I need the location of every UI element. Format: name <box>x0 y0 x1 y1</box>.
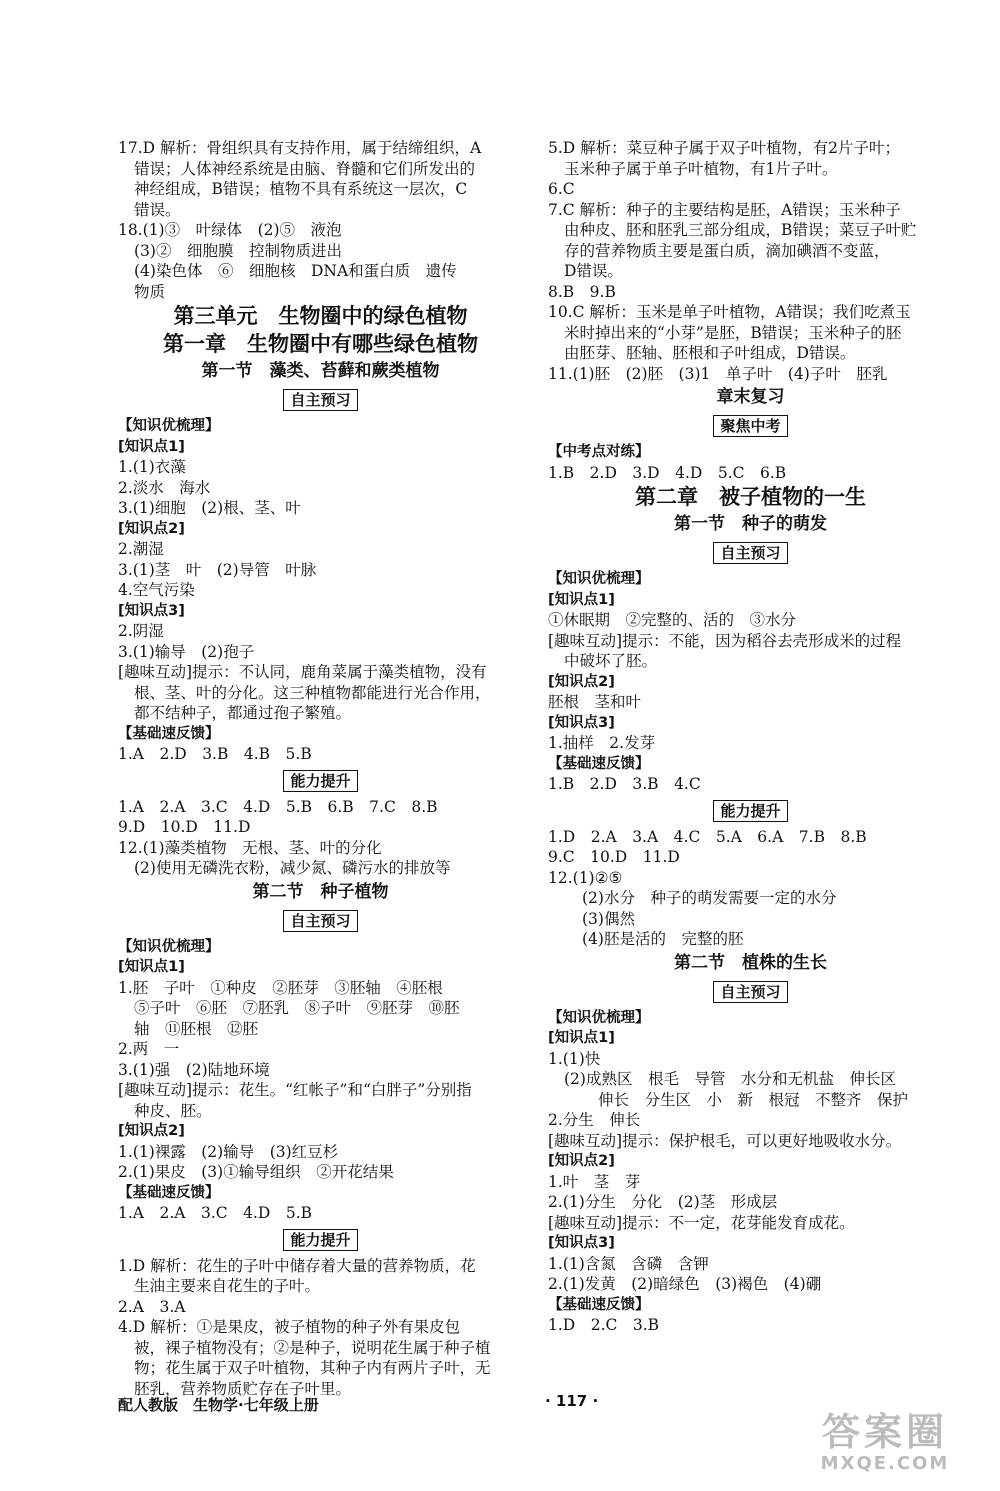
answer-line: [趣味互动]提示：不一定，花芽能发育成花。 <box>548 1213 855 1232</box>
section-heading: 第二节 种子植物 <box>252 881 389 902</box>
answer-line: 1.A 2.D 3.B 4.B 5.B <box>118 745 312 763</box>
answer-line: 中破坏了胚。 <box>564 652 658 670</box>
section-heading: 第二节 植株的生长 <box>674 952 827 973</box>
subsection-box-row <box>118 1227 523 1253</box>
answer-line: 1.(1)快 <box>548 1049 601 1068</box>
subsection-box: 自主预习 <box>283 389 357 411</box>
answer-line: (4)染色体 ⑥ 细胞核 DNA和蛋白质 遗传 <box>134 262 457 280</box>
subsection-box: 自主预习 <box>713 542 787 564</box>
answer-line: 2.A 3.A <box>118 1297 186 1316</box>
unit-heading: 第三单元 生物圈中的绿色植物 <box>173 304 468 328</box>
answer-line: ⑤子叶 ⑥胚 ⑦胚乳 ⑧子叶 ⑨胚芽 ⑩胚 <box>134 999 460 1017</box>
answer-line: (4)胚是活的 完整的胚 <box>582 930 744 948</box>
knowledge-tag: [知识点1] <box>548 1030 615 1046</box>
knowledge-tag: 【中考点对练】 <box>548 444 650 460</box>
answer-line: 种皮、胚。 <box>134 1101 212 1120</box>
answer-line: 2.(1)发黄 (2)暗绿色 (3)褐色 (4)硼 <box>548 1275 822 1293</box>
knowledge-tag: [知识点2] <box>118 1123 185 1139</box>
knowledge-tag: [知识点3] <box>118 602 185 619</box>
answer-line: 10.C 解析：玉米是单子叶植物，A错误；我们吃煮玉 <box>548 303 911 321</box>
answer-line: [趣味互动]提示：保护根毛，可以更好地吸收水分。 <box>548 1131 902 1150</box>
subsection-box-row <box>548 540 953 566</box>
answer-line: 1.抽样 2.发芽 <box>548 734 656 752</box>
knowledge-tag: 【知识优梳理】 <box>118 418 220 434</box>
subsection-box: 聚焦中考 <box>713 415 787 437</box>
subsection-box: 自主预习 <box>713 981 787 1003</box>
answer-line: 由胚芽、胚轴、胚根和子叶组成，D错误。 <box>564 344 856 362</box>
knowledge-tag: [知识点2] <box>118 520 185 537</box>
page-number: · 117 · <box>545 1392 599 1410</box>
section-heading: 第一节 种子的萌发 <box>674 514 827 534</box>
answer-line: 物；花生属于双子叶植物，其种子内有两片子叶，无 <box>134 1359 491 1377</box>
knowledge-tag: [知识点1] <box>118 959 185 975</box>
section-heading: 第一节 藻类、苔藓和蕨类植物 <box>201 361 440 381</box>
answer-line: 2.两 一 <box>118 1040 180 1058</box>
answer-line: 伸长 分生区 小 新 根冠 不整齐 保护 <box>598 1090 909 1109</box>
subsection-box: 能力提升 <box>713 800 787 822</box>
answer-line: 1.D 解析：花生的子叶中储存着大量的营养物质，花 <box>118 1256 476 1275</box>
knowledge-tag: 【基础速反馈】 <box>118 725 220 742</box>
answer-line: 5.D 解析：菜豆种子属于双子叶植物，有2片子叶； <box>548 139 901 157</box>
knowledge-tag: 【基础速反馈】 <box>548 1296 650 1313</box>
chapter-heading: 第二章 被子植物的一生 <box>635 485 866 509</box>
answer-line: 错误；人体神经系统是由脑、脊髓和它们所发出的 <box>134 159 476 178</box>
answer-line: 1.D 2.A 3.A 4.C 5.A 6.A 7.B 8.B <box>548 827 867 846</box>
answer-line: 12.(1)藻类植物 无根、茎、叶的分化 <box>118 838 382 857</box>
knowledge-tag: 【知识优梳理】 <box>548 571 650 587</box>
knowledge-tag: [知识点2] <box>548 673 615 690</box>
answer-line: 错误。 <box>134 200 181 219</box>
answer-line: 2.淡水 海水 <box>118 478 211 497</box>
answer-line: (3)偶然 <box>582 909 635 928</box>
answer-line: 生油主要来自花生的子叶。 <box>134 1277 321 1295</box>
subsection-box-row <box>548 798 953 824</box>
watermark-text: 答案圈 <box>821 1410 948 1454</box>
subsection-box: 能力提升 <box>283 770 357 792</box>
knowledge-tag: [知识点3] <box>548 1235 615 1251</box>
answer-line: 1.(1)含氮 含磷 含钾 <box>548 1254 709 1273</box>
answer-line: 1.胚 子叶 ①种皮 ②胚芽 ③胚轴 ④胚根 <box>118 978 443 997</box>
answer-line: 11.(1)胚 (2)胚 (3)1 单子叶 (4)子叶 胚乳 <box>548 364 888 383</box>
answer-line: (3)② 细胞膜 控制物质进出 <box>134 241 342 260</box>
answer-line: 1.A 2.A 3.C 4.D 5.B 6.B 7.C 8.B <box>118 797 438 816</box>
answer-line: [趣味互动]提示：不能，因为稻谷去壳形成米的过程 <box>548 631 902 650</box>
answer-line: [趣味互动]提示：花生。“红帐子”和“白胖子”分别指 <box>118 1081 472 1099</box>
answer-line: D错误。 <box>564 262 623 280</box>
answer-line: (2)使用无磷洗衣粉，减少氮、磷污水的排放等 <box>134 859 451 877</box>
answer-line: 8.B 9.B <box>548 282 616 301</box>
answer-line: 玉米种子属于单子叶植物，有1片子叶。 <box>564 159 838 178</box>
book-footer: 配人教版 生物学·七年级上册 <box>118 1396 319 1414</box>
knowledge-tag: 【基础速反馈】 <box>118 1184 220 1201</box>
knowledge-tag: 【基础速反馈】 <box>548 755 650 772</box>
answer-line: 4.空气污染 <box>118 581 195 599</box>
answer-line: 3.(1)输导 (2)孢子 <box>118 642 255 661</box>
answer-line: 胚根 茎和叶 <box>548 693 642 711</box>
answer-line: 1.B 2.D 3.D 4.D 5.C 6.B <box>548 463 787 482</box>
answer-line: 2.潮湿 <box>118 540 164 558</box>
answer-line: 6.C <box>548 180 575 198</box>
subsection-box-row <box>548 413 953 439</box>
answer-line: 存的营养物质主要是蛋白质，滴加碘酒不变蓝， <box>564 241 890 260</box>
answer-line: 12.(1)②⑤ <box>548 868 623 887</box>
answer-line: 1.(1)裸露 (2)输导 (3)红豆杉 <box>118 1142 339 1161</box>
answer-line: (2)水分 种子的萌发需要一定的水分 <box>582 889 837 907</box>
answer-line: 7.C 解析：种子的主要结构是胚，A错误；玉米种子 <box>548 200 901 219</box>
answer-line: 9.C 10.D 11.D <box>548 848 680 866</box>
answer-line: 3.(1)茎 叶 (2)导管 叶脉 <box>118 560 317 579</box>
subsection-box: 能力提升 <box>283 1229 357 1251</box>
subsection-box-row <box>118 908 523 934</box>
knowledge-tag: [知识点2] <box>548 1153 615 1169</box>
answer-line: ①休眠期 ②完整的、活的 ③水分 <box>548 611 797 629</box>
answer-line: 2.分生 伸长 <box>548 1111 641 1129</box>
answer-line: 9.D 10.D 11.D <box>118 818 251 836</box>
left-column <box>118 138 523 1399</box>
subsection-box-row <box>118 768 523 794</box>
answer-line: 神经组成，B错误；植物不具有系统这一层次，C <box>134 180 468 198</box>
answer-line: 轴 ⑪胚根 ⑫胚 <box>134 1019 259 1038</box>
answer-line: 胚乳，营养物质贮存在子叶里。 <box>134 1379 352 1398</box>
watermark-url: MXQE.COM <box>820 1453 950 1474</box>
knowledge-tag: [知识点1] <box>548 591 615 608</box>
answer-line: 米时掉出来的“小芽”是胚，B错误；玉米种子的胚 <box>564 323 902 342</box>
knowledge-tag: 【知识优梳理】 <box>118 938 220 955</box>
answer-line: 2.(1)分生 分化 (2)茎 形成层 <box>548 1193 778 1211</box>
answer-line: 18.(1)③ 叶绿体 (2)⑤ 液泡 <box>118 221 342 239</box>
answer-line: 2.(1)果皮 (3)①输导组织 ②开花结果 <box>118 1163 394 1181</box>
knowledge-tag: 【知识优梳理】 <box>548 1009 650 1026</box>
answer-line: [趣味互动]提示：不认同，鹿角菜属于藻类植物，没有 <box>118 663 487 681</box>
answer-line: 1.D 2.C 3.B <box>548 1316 660 1334</box>
knowledge-tag: [知识点3] <box>548 714 615 731</box>
answer-line: 3.(1)强 (2)陆地环境 <box>118 1060 270 1079</box>
answer-line: 都不结种子，都通过孢子繁殖。 <box>134 704 352 722</box>
section-heading: 章末复习 <box>716 387 785 407</box>
answer-line: 物质 <box>134 282 166 301</box>
answer-line: 被，裸子植物没有；②是种子，说明花生属于种子植 <box>134 1338 491 1357</box>
subsection-box-row <box>548 979 953 1005</box>
answer-line: 由种皮、胚和胚乳三部分组成，B错误；菜豆子叶贮 <box>564 221 917 239</box>
chapter-heading: 第一章 生物圈中有哪些绿色植物 <box>163 332 478 356</box>
answer-line: 4.D 解析：①是果皮，被子植物的种子外有果皮包 <box>118 1318 461 1336</box>
watermark-logo <box>790 1410 980 1482</box>
right-column <box>548 138 953 1336</box>
answer-line: 根、茎、叶的分化。这三种植物都能进行光合作用， <box>134 683 491 702</box>
answer-line: 1.叶 茎 芽 <box>548 1172 641 1191</box>
answer-line: 1.(1)衣藻 <box>118 458 186 476</box>
answer-line: 3.(1)细胞 (2)根、茎、叶 <box>118 499 301 517</box>
subsection-box: 自主预习 <box>283 910 357 932</box>
answer-line: 2.阴湿 <box>118 622 164 640</box>
answer-line: 17.D 解析：骨组织具有支持作用，属于结缔组织，A <box>118 139 482 157</box>
answer-line: (2)成熟区 根毛 导管 水分和无机盐 伸长区 <box>564 1070 896 1088</box>
subsection-box-row <box>118 387 523 413</box>
knowledge-tag: [知识点1] <box>118 438 185 455</box>
answer-line: 1.B 2.D 3.B 4.C <box>548 775 701 793</box>
answer-line: 1.A 2.A 3.C 4.D 5.B <box>118 1204 313 1222</box>
